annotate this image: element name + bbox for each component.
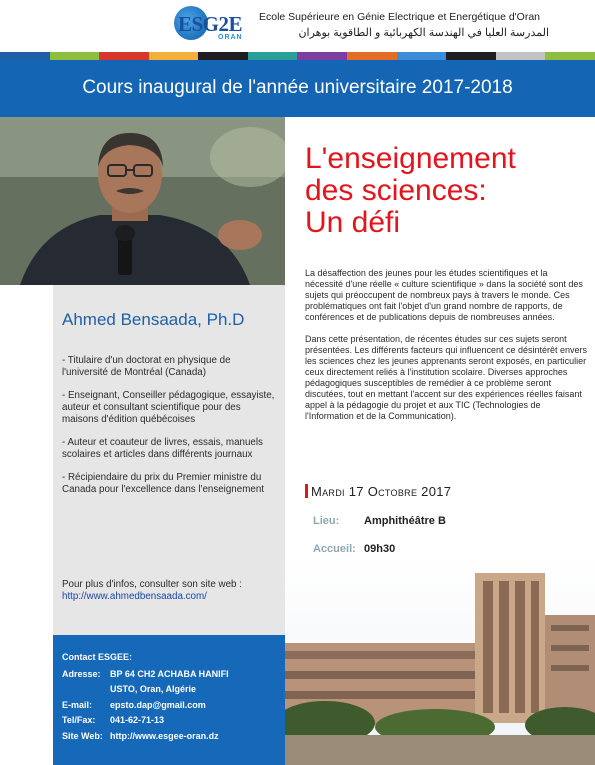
speaker-photo-illustration xyxy=(0,117,285,285)
phone-value: 041-62-71-13 xyxy=(110,715,165,725)
talk-title-line: L'enseignement xyxy=(305,142,516,175)
title-band xyxy=(0,60,595,117)
school-building-photo xyxy=(285,555,595,765)
color-strip-segment xyxy=(397,52,447,60)
color-strip-segment xyxy=(0,52,50,60)
color-strip-segment xyxy=(149,52,199,60)
school-website-link[interactable]: http://www.esgee-oran.dz xyxy=(110,731,219,741)
color-strip-segment xyxy=(545,52,595,60)
bio-item: - Récipiendaire du prix du Premier ministre du Canada pour l'excellence dans l'enseignement xyxy=(62,472,264,495)
abstract-paragraph: La désaffection des jeunes pour les études scientifiques et la nécessité d'une réelle « culture scientifique » dans la société sont des sujets qui préoccupent de nombreux pays à travers le monde. Ces problématiques ont fait l'objet d'un grand nombre de rapports, de conférences et de publications depuis de nombreuses années. xyxy=(305,268,583,322)
event-date xyxy=(305,484,451,499)
talk-title-line: des sciences: xyxy=(305,174,487,207)
bio-item: - Enseignant, Conseiller pédagogique, essayiste, auteur et consultant scientifique pour des maisons d'édition québécoises xyxy=(62,390,275,425)
date-marker xyxy=(305,484,308,498)
date-text: Mardi 17 Octobre 2017 xyxy=(311,484,452,499)
logo-text: ESG2E xyxy=(178,12,243,36)
place-value: Amphithéâtre B xyxy=(364,515,446,527)
color-strip-segment xyxy=(50,52,100,60)
color-strip-segment xyxy=(297,52,347,60)
reception-value: 09h30 xyxy=(364,543,396,555)
header xyxy=(0,0,595,52)
speaker-website-link[interactable]: http://www.ahmedbensaada.com/ xyxy=(62,591,207,602)
address-line-1: BP 64 CH2 ACHABA HANIFI xyxy=(110,669,229,679)
bio-item: - Titulaire d'un doctorat en physique de l'université de Montréal (Canada) xyxy=(62,355,231,378)
logo-subtext: ORAN xyxy=(218,34,243,41)
abstract-paragraph: Dans cette présentation, de récentes études sur ces sujets seront présentées. Les différents facteurs qui influencent ce désintérêt envers les sciences chez les jeunes apprenants seront exposés, en particulier ceux directement reliés à l'institution scolaire. Diverses approches pédagogiques susceptibles de remédier à ce problème seront discutées, tout en mettant l'accent sur des expériences réelles faisant appel à la pédagogie du projet et aux TIC (Technologies de l'Information et de la Communication). xyxy=(305,334,588,421)
email-label: E-mail: xyxy=(62,700,93,710)
speaker-photo xyxy=(0,117,285,285)
speaker-bio xyxy=(62,355,278,507)
color-strip-segment xyxy=(99,52,149,60)
color-strip-segment xyxy=(248,52,298,60)
event-heading: Cours inaugural de l'année universitaire 2017-2018 xyxy=(82,77,513,98)
school-name-french: Ecole Supérieure en Génie Electrique et Energétique d'Oran xyxy=(259,11,541,23)
address-line-2: USTO, Oran, Algérie xyxy=(110,684,197,694)
website-label: Site Web: xyxy=(62,731,103,741)
color-strip xyxy=(0,52,595,60)
speaker-name: Ahmed Bensaada, Ph.D xyxy=(62,310,245,329)
talk-title-line: Un défi xyxy=(305,206,401,239)
color-strip-segment xyxy=(198,52,248,60)
contact-box xyxy=(53,635,285,765)
place-label: Lieu: xyxy=(313,515,340,527)
school-logo xyxy=(170,6,254,46)
color-strip-segment xyxy=(347,52,397,60)
contact-title: Contact ESGEE: xyxy=(62,652,133,662)
phone-label: Tel/Fax: xyxy=(62,715,96,725)
talk-title xyxy=(305,143,585,239)
more-info xyxy=(62,579,282,603)
color-strip-segment xyxy=(446,52,496,60)
reception-label: Accueil: xyxy=(313,543,356,555)
address-label: Adresse: xyxy=(62,669,101,679)
talk-abstract xyxy=(305,268,587,433)
email-value[interactable]: epsto.dap@gmail.com xyxy=(110,700,206,710)
school-name-arabic: المدرسة العليا في الهندسة الكهربائية و الطاقوية بوهران xyxy=(298,27,549,39)
bio-item: - Auteur et coauteur de livres, essais, manuels scolaires et articles dans différents journaux xyxy=(62,437,263,460)
color-strip-segment xyxy=(496,52,546,60)
more-info-text: Pour plus d'infos, consulter son site web : xyxy=(62,579,242,590)
